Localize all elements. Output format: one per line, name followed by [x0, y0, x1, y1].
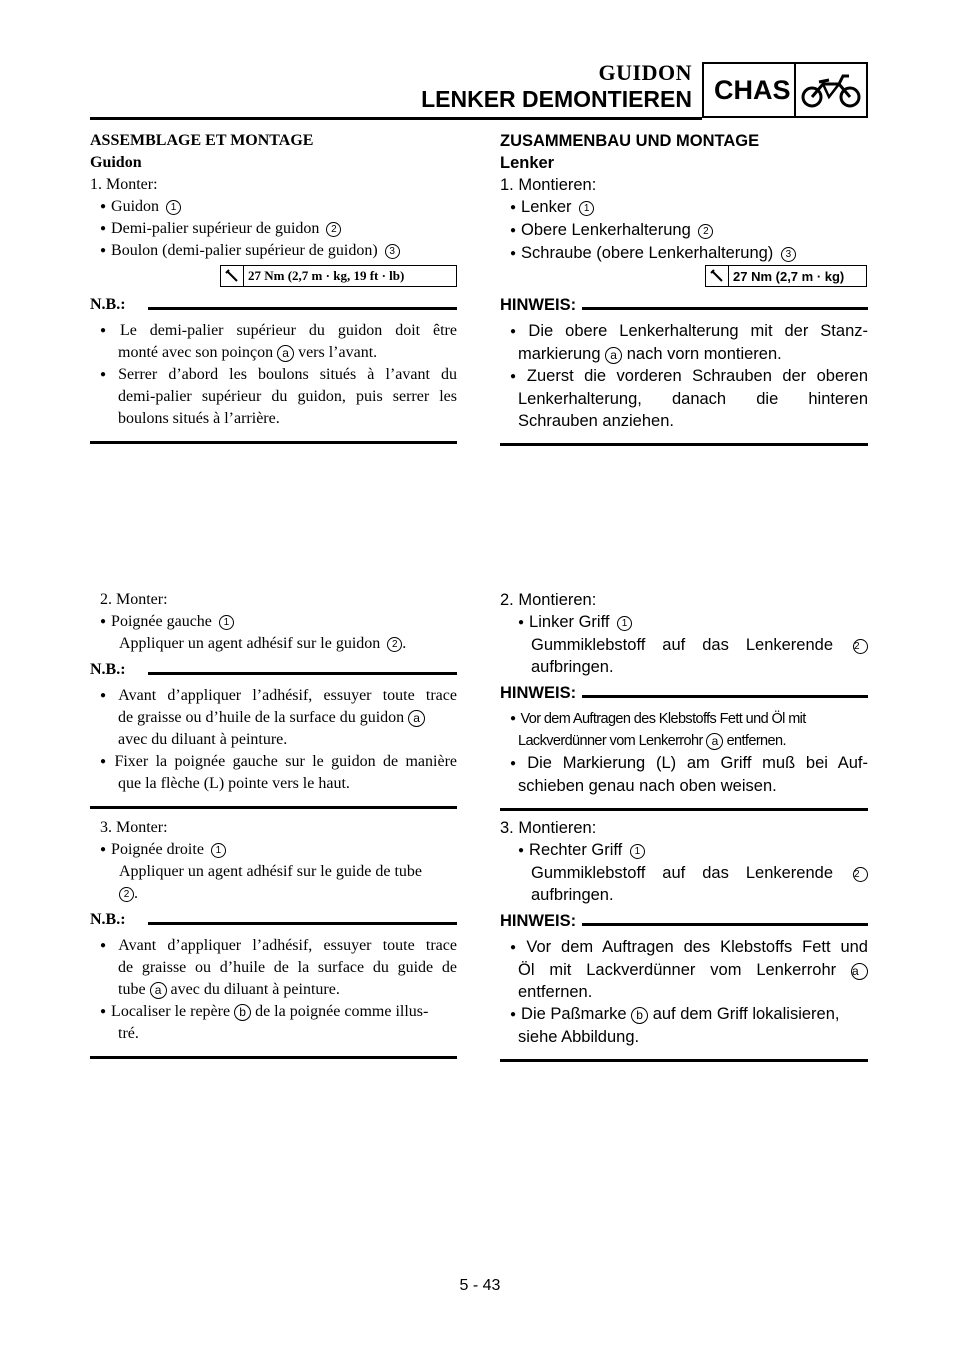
fr-nb3-line: de graisse ou d’huile de la surface du guide de: [118, 959, 457, 976]
fr-step-3: 3. Monter:: [100, 819, 168, 836]
fr-nb3-line: ● Localiser le repère b de la poignée comme illus-: [90, 1001, 457, 1023]
de-hw2-line: ● Vor dem Auftragen des Klebstoffs Fett und Öl mit: [500, 708, 868, 730]
de-note-end-rule: [500, 808, 868, 811]
fr-step1-item-2: ● Demi-palier supérieur de guidon 2: [90, 218, 457, 240]
fr-step-2: 2. Monter:: [100, 591, 168, 608]
fr-nb2-line: ● Fixer la poignée gauche sur le guidon de manière: [90, 751, 457, 773]
fr-nb-label: N.B.:: [90, 296, 132, 314]
callout-3: 3: [385, 244, 400, 259]
fr-block-3: [90, 817, 457, 1059]
fr-note-end-rule: [90, 806, 457, 809]
de-hw3-line: siehe Abbildung.: [518, 1028, 640, 1046]
de-subheading: Lenker: [500, 154, 555, 172]
de-block-2: [500, 589, 868, 811]
fr-nb1-line: demi-palier supérieur du guidon, puis serrer les: [118, 388, 457, 405]
de-hinweis-label: HINWEIS:: [500, 684, 582, 703]
fr-nb2-line: ● Avant d’appliquer l’adhésif, essuyer toute trace: [90, 685, 457, 707]
de-step-3: 3. Montieren:: [500, 819, 597, 837]
de-hw1-line: ● Zuerst die vorderen Schrauben der oberen: [500, 365, 868, 388]
fr-nb2-line: que la flèche (L) pointe vers le haut.: [118, 775, 350, 792]
de-hw1-line: Schrauben anziehen.: [518, 412, 674, 430]
de-hw3-line: ● Vor dem Auftragen des Klebstoffs Fett und: [500, 936, 868, 959]
de-hw2-line: schieben genau nach oben weisen.: [518, 777, 777, 795]
header-rule: [90, 117, 702, 120]
callout-1: 1: [166, 200, 181, 215]
de-hw1-line: markierung a nach vorn montieren.: [518, 345, 782, 363]
de-step1-item-3: ● Schraube (obere Lenkerhalterung) 3: [500, 242, 868, 265]
motorcycle-icon: [796, 70, 866, 110]
de-heading: ZUSAMMENBAU UND MONTAGE: [500, 132, 760, 150]
fr-nb-label: N.B.:: [90, 911, 132, 929]
fr-step3-text: 2 .: [90, 883, 457, 905]
fr-heading: ASSEMBLAGE ET MONTAGE: [90, 132, 314, 149]
fr-nb1-line: boulons situés à l’arrière.: [118, 410, 280, 427]
wrench-icon: [706, 266, 729, 286]
fr-nb1-line: monté avec son poinçon a vers l’avant.: [118, 344, 378, 361]
fr-nb-label: N.B.:: [90, 661, 132, 679]
callout-2: 2: [326, 222, 341, 237]
fr-note-end-rule: [90, 1056, 457, 1059]
de-step1-item-2: ● Obere Lenkerhalterung 2: [500, 219, 868, 242]
de-hinweis-label: HINWEIS:: [500, 912, 582, 931]
section-label: CHAS: [714, 74, 791, 105]
fr-step3-item: ● Poignée droite 1: [90, 839, 457, 861]
de-block-3: [500, 817, 868, 1062]
fr-step1-item-3: ● Boulon (demi-palier supérieur de guidon) 3: [90, 240, 457, 262]
de-hw3-line: Öl mit Lackverdünner vom Lenkerrohr a: [500, 959, 868, 981]
de-step3-text: aufbringen.: [531, 886, 614, 904]
de-step1-item-1: ● Lenker 1: [500, 196, 868, 219]
de-step3-text: Gummiklebstoff auf das Lenkerende 2: [500, 862, 868, 884]
de-block-1: [500, 130, 868, 265]
de-torque-value: 27 Nm (2,7 m · kg): [733, 268, 845, 284]
callout-a: a: [277, 345, 294, 362]
de-hw2-line: Lackverdünner vom Lenkerrohr a entfernen.: [518, 733, 786, 749]
de-step2-text: aufbringen.: [531, 658, 614, 676]
page-number: 5 - 43: [459, 1277, 501, 1294]
wrench-icon: [221, 266, 244, 286]
fr-subheading: Guidon: [90, 154, 142, 171]
header-title-de: LENKER DEMONTIEREN: [421, 86, 692, 112]
de-step-1: 1. Montieren:: [500, 176, 597, 194]
de-torque-spec: [705, 265, 867, 287]
fr-step2-item: ● Poignée gauche 1: [90, 611, 457, 633]
fr-step1-item-1: ● Guidon 1: [90, 196, 457, 218]
fr-block-2: [90, 589, 457, 809]
de-hinweis-label: HINWEIS:: [500, 296, 582, 315]
de-step2-item: ● Linker Griff 1: [500, 611, 868, 634]
de-note-1: [500, 296, 868, 446]
section-badge: [702, 62, 868, 118]
de-step-2: 2. Montieren:: [500, 591, 597, 609]
fr-note-end-rule: [90, 441, 457, 444]
fr-nb1-line: ● Le demi-palier supérieur du guidon doit être: [90, 320, 457, 342]
fr-torque-value: 27 Nm (2,7 m · kg, 19 ft · lb): [248, 268, 405, 283]
fr-step3-text: Appliquer un agent adhésif sur le guide de tube: [119, 863, 423, 880]
de-hw1-line: ● Die obere Lenkerhalterung mit der Stanz-: [500, 320, 868, 343]
de-hw2-line: ● Die Markierung (L) am Griff muß bei Auf-: [500, 752, 868, 775]
de-hw3-line: ● Die Paßmarke b auf dem Griff lokalisieren,: [500, 1003, 868, 1026]
header-title-fr: GUIDON: [598, 60, 692, 85]
fr-step-1: 1. Monter:: [90, 176, 158, 193]
de-note-end-rule: [500, 1059, 868, 1062]
callout-b: b: [234, 1004, 251, 1021]
de-hw1-line: Lenkerhalterung, danach die hinteren: [518, 390, 868, 408]
fr-nb3-line: tré.: [118, 1025, 139, 1042]
fr-block-1: [90, 130, 457, 262]
de-step2-text: Gummiklebstoff auf das Lenkerende 2: [500, 634, 868, 656]
de-step3-item: ● Rechter Griff 1: [500, 839, 868, 862]
fr-nb3-line: ● Avant d’appliquer l’adhésif, essuyer toute trace: [90, 935, 457, 957]
de-hw3-line: entfernen.: [518, 983, 593, 1001]
de-note-end-rule: [500, 443, 868, 446]
fr-nb2-line: avec du diluant à peinture.: [118, 731, 288, 748]
fr-note-1: [90, 296, 457, 444]
fr-torque-spec: [220, 265, 457, 287]
fr-nb2-line: de graisse ou d’huile de la surface du guidon a: [90, 707, 457, 729]
fr-nb1-line: ● Serrer d’abord les boulons situés à l’avant du: [90, 364, 457, 386]
fr-step2-text: Appliquer un agent adhésif sur le guidon 2 .: [119, 635, 407, 652]
fr-nb3-line: tube a avec du diluant à peinture.: [118, 981, 340, 998]
